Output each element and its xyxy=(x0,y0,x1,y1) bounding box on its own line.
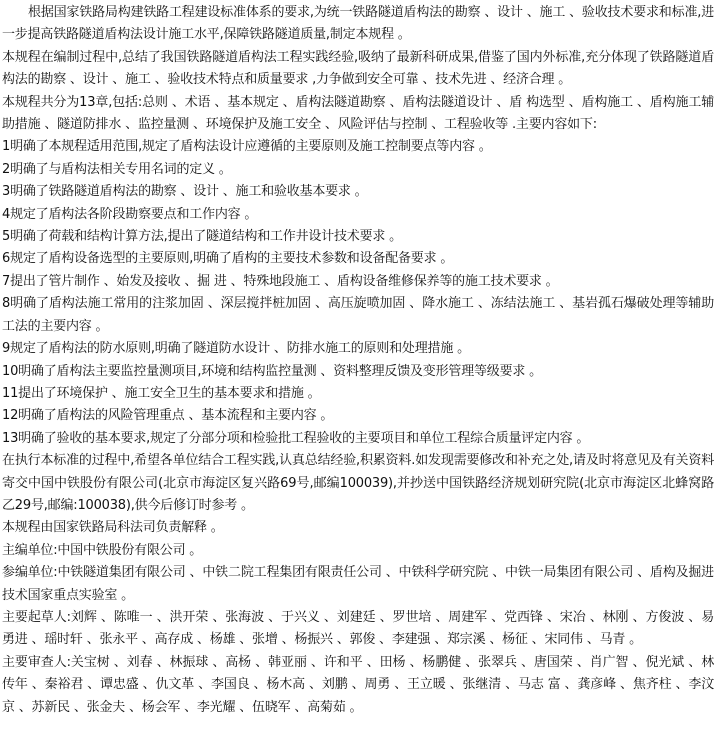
paragraph-interpretation: 本规程由国家铁路局科法司负责解释 。 xyxy=(2,520,224,536)
list-item: 9规定了盾构法的防水原则,明确了隧道防水设计 、防排水施工的原则和处理措施 。 xyxy=(2,341,470,357)
paragraph-compilation: 本规程在编制过程中,总结了我国铁路隧道盾构法工程实践经验,吸纳了最新科研成果,借鉴了国内外标准,充分体现了铁路隧道盾构法的勘察 、设计 、施工 、验收技术特点和质量要求 ,力争做到安全可靠 、技术先进 、经济合理 。 xyxy=(2,49,714,88)
list-item: 5明确了荷载和结构计算方法,提出了隧道结构和工作井设计技术要求 。 xyxy=(2,229,402,245)
list-item: 11提出了环境保护 、施工安全卫生的基本要求和措施 。 xyxy=(2,385,321,401)
paragraph-chapters: 本规程共分为13章,包括:总则 、术语 、基本规定 、盾构法隧道勘察 、盾构法隧道设计 、盾 构选型 、盾构施工 、盾构施工辅助措施 、隧道防排水 、监控量测 、环境保护及施工安全 、风险评估与控制 、工程验收等 .主要内容如下: xyxy=(2,94,714,133)
paragraph-participants: 参编单位:中铁隧道集团有限公司 、中铁二院工程集团有限责任公司 、中铁科学研究院 、中铁一局集团有限公司 、盾构及掘进技术国家重点实验室 。 xyxy=(2,565,714,603)
list-item: 2明确了与盾构法相关专用名词的定义 。 xyxy=(2,161,232,177)
paragraph-feedback: 在执行本标准的过程中,希望各单位结合工程实践,认真总结经验,积累资料.如发现需要修改和补充之处,请及时将意见及有关资料寄交中国中铁股份有限公司(北京市海淀区复兴路69号,邮编100039),并抄送中国铁路经济规划研究院(北京市海淀区北蜂窝路乙29号,邮编:100038),供今后修订时参考 。 xyxy=(2,453,714,513)
list-item: 12明确了盾构法的风险管理重点 、基本流程和主要内容 。 xyxy=(2,408,334,424)
list-item: 10明确了盾构法主要监控量测项目,环境和结构监控量测 、资料整理反馈及变形管理等级要求 。 xyxy=(2,363,542,379)
paragraph-chief-editor: 主编单位:中国中铁股份有限公司 。 xyxy=(2,542,203,558)
list-item: 6规定了盾构设备选型的主要原则,明确了盾构的主要技术参数和设备配备要求 。 xyxy=(2,251,454,267)
list-item: 1明确了本规程适用范围,规定了盾构法设计应遵循的主要原则及施工控制要点等内容 。 xyxy=(2,139,492,155)
paragraph-drafters: 主要起草人:刘辉 、陈唯一 、洪开荣 、张海波 、于兴义 、刘建廷 、罗世培 、周建军 、党西锋 、宋冶 、林刚 、方俊波 、易勇进 、瑶时轩 、张永平 、高存成 、杨雄 、张增 、杨振兴 、郭俊 、李建强 、郑宗溪 、杨征 、宋同伟 、马青 。 xyxy=(2,609,714,648)
paragraph-intro: 根据国家铁路局构建铁路工程建设标准体系的要求,为统一铁路隧道盾构法的勘察 、设计 、施工 、验收技术要求和标准,进一步提高铁路隧道盾构法设计施工水平,保障铁路隧道质量,制定本规程 。 xyxy=(2,5,714,43)
list-item: 13明确了验收的基本要求,规定了分部分项和检验批工程验收的主要项目和单位工程综合质量评定内容 。 xyxy=(2,430,590,446)
list-item: 8明确了盾构法施工常用的注浆加固 、深层搅拌桩加固 、高压旋喷加固 、降水施工 、冻结法施工 、基岩孤石爆破处理等辅助工法的主要内容 。 xyxy=(2,296,714,334)
list-item: 4规定了盾构法各阶段勘察要点和工作内容 。 xyxy=(2,206,258,222)
list-item: 3明确了铁路隧道盾构法的勘察 、设计 、施工和验收基本要求 。 xyxy=(2,184,368,200)
paragraph-reviewers: 主要审查人:关宝树 、刘春 、林振球 、高杨 、韩亚丽 、许和平 、田杨 、杨鹏健 、张翠兵 、唐国荣 、肖广智 、倪光斌 、林传年 、秦裕君 、谭忠盛 、仇文革 、李国良 、杨木高 、刘鹏 、周勇 、王立暖 、张继清 、马志 富 、龚彦峰 、焦齐柱 、李汶京 、苏新民 、张金夫 、杨会军 、李光耀 、伍晓军 、高菊茹 。 xyxy=(2,654,714,715)
list-item: 7提出了管片制作 、始发及接收 、掘 进 、特殊地段施工 、盾构设备维修保养等的施工技术要求 。 xyxy=(2,273,559,289)
